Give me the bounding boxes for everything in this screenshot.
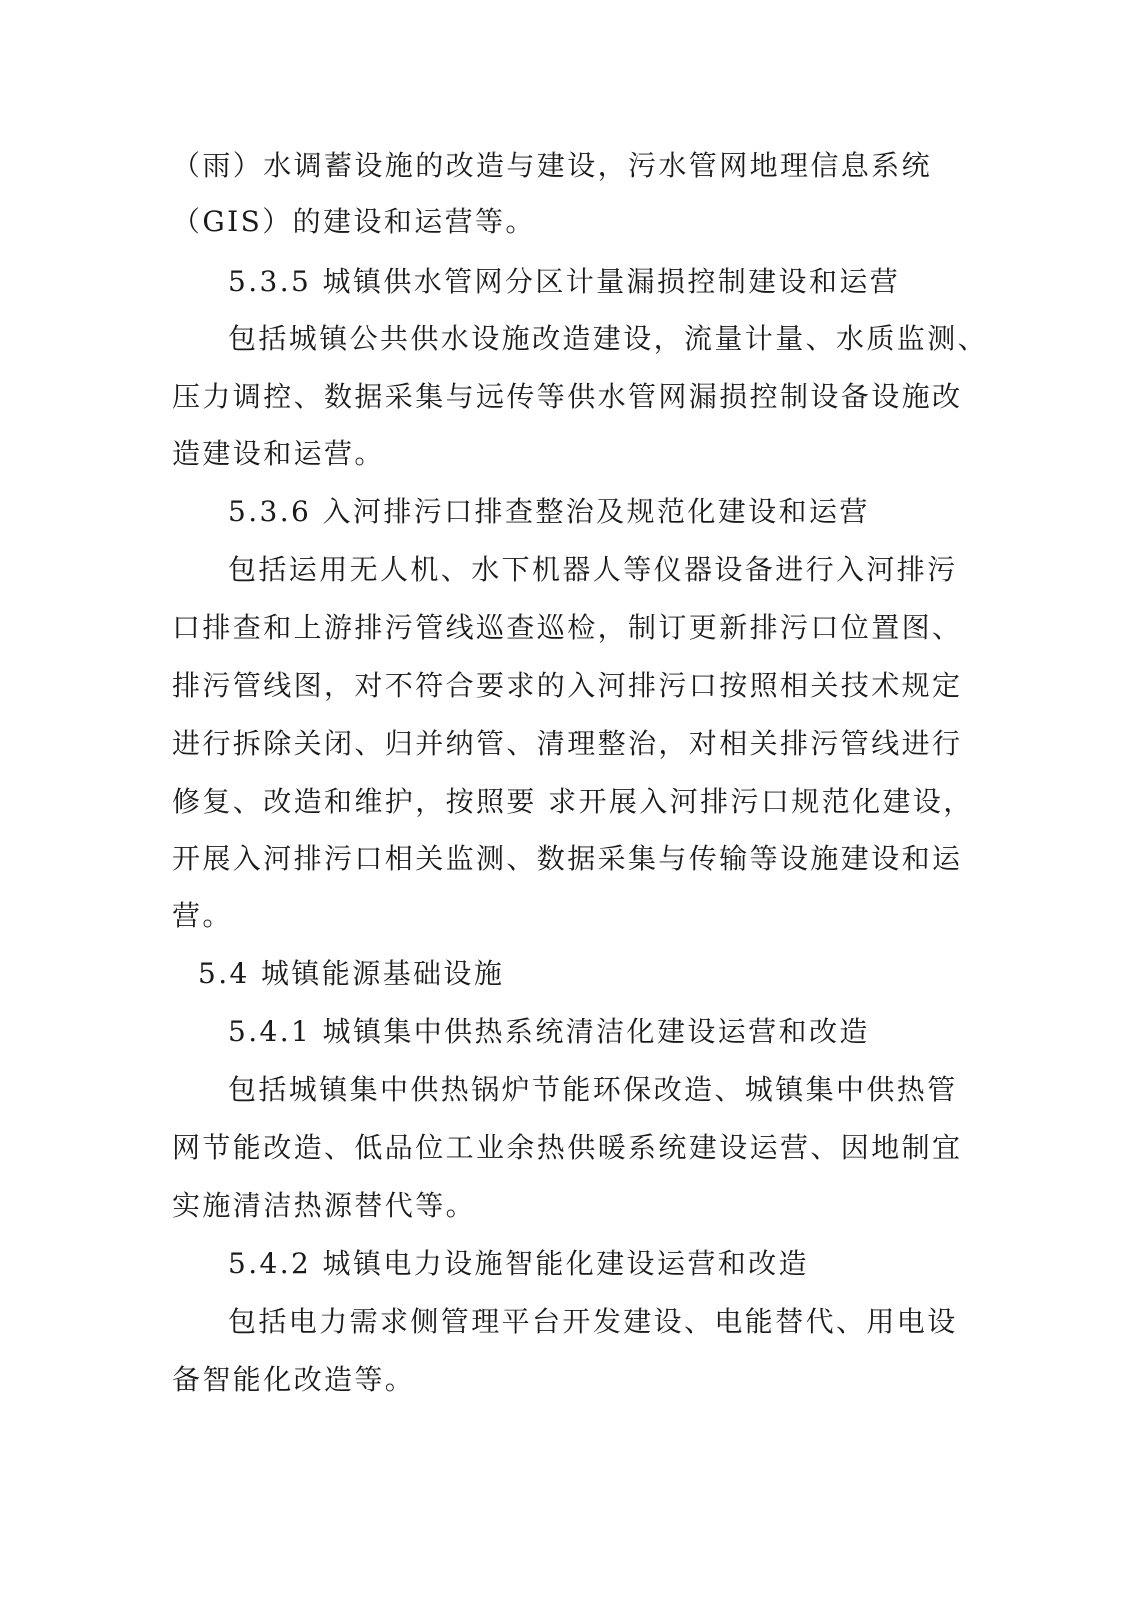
body-line: 口排查和上游排污管线巡查巡检，制订更新排污口位置图、 (172, 611, 963, 644)
section-heading-5-3-6: 5.3.6 入河排污口排查整治及规范化建设和运营 (228, 495, 870, 528)
body-line: 包括城镇公共供水设施改造建设，流量计量、水质监测、 (228, 322, 989, 355)
body-line: 包括城镇集中供热锅炉节能环保改造、城镇集中供热管 (228, 1073, 958, 1106)
body-line: 包括电力需求侧管理平台开发建设、电能替代、用电设 (228, 1305, 958, 1338)
section-heading-5-4: 5.4 城镇能源基础设施 (198, 957, 505, 990)
body-line: 排污管线图，对不符合要求的入河排污口按照相关技术规定 (172, 669, 963, 702)
body-line: 进行拆除关闭、归并纳管、清理整治，对相关排污管线进行 (172, 727, 963, 760)
body-line: （GIS）的建设和运营等。 (172, 205, 536, 238)
body-line: 修复、改造和维护，按照要 求开展入河排污口规范化建设， (172, 785, 974, 818)
section-heading-5-4-2: 5.4.2 城镇电力设施智能化建设运营和改造 (228, 1247, 809, 1280)
body-line: 造建设和运营。 (172, 437, 385, 470)
body-line: 备智能化改造等。 (172, 1363, 416, 1396)
section-heading-5-3-5: 5.3.5 城镇供水管网分区计量漏损控制建设和运营 (228, 265, 901, 298)
section-heading-5-4-1: 5.4.1 城镇集中供热系统清洁化建设运营和改造 (228, 1015, 870, 1048)
body-line: 实施清洁热源替代等。 (172, 1189, 477, 1222)
body-line: （雨）水调蓄设施的改造与建设，污水管网地理信息系统 (172, 149, 933, 182)
body-line: 包括运用无人机、水下机器人等仪器设备进行入河排污 (228, 553, 958, 586)
body-line: 网节能改造、低品位工业余热供暖系统建设运营、因地制宜 (172, 1131, 963, 1164)
body-line: 营。 (172, 899, 233, 932)
body-line: 开展入河排污口相关监测、数据采集与传输等设施建设和运 (172, 842, 963, 875)
body-line: 压力调控、数据采集与远传等供水管网漏损控制设备设施改 (172, 380, 963, 413)
